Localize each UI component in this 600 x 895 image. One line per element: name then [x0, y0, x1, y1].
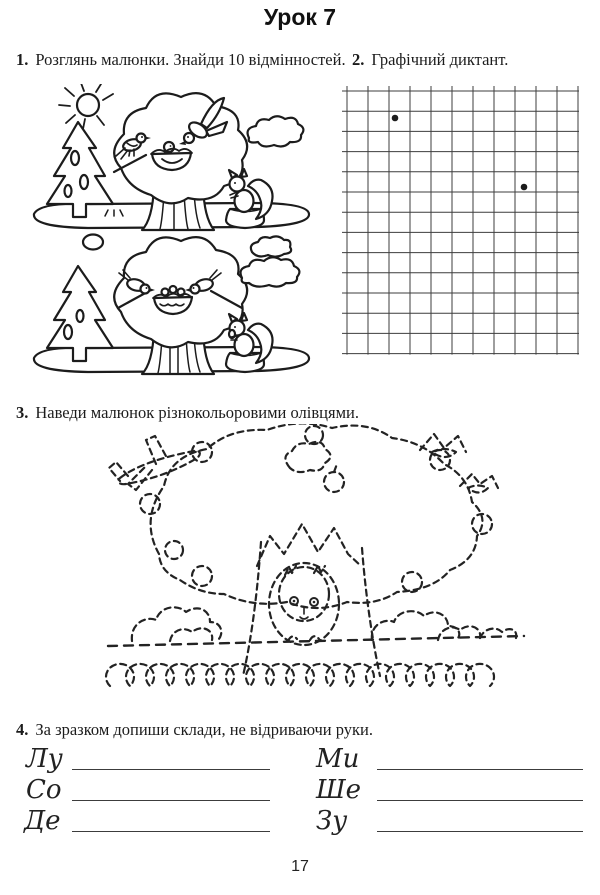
find-differences-picture-1 — [18, 84, 320, 232]
bush-left — [132, 607, 221, 641]
crown-curl — [165, 541, 183, 559]
writing-line-left-2 — [72, 800, 270, 801]
crown-curl — [140, 494, 160, 514]
hollow-spikes — [257, 524, 360, 566]
syllable-sample-left-2: Со — [26, 775, 62, 805]
writing-line-left-1 — [72, 769, 270, 770]
writing-line-right-1 — [377, 769, 583, 770]
task-4-number: 4. — [16, 720, 29, 739]
task-2-graphic-dictation — [352, 50, 508, 70]
task-4-writing — [16, 720, 373, 740]
fir-tree — [47, 122, 113, 217]
task-4-text: За зразком допиши склади, не відриваючи руки. — [35, 720, 373, 739]
syllable-sample-right-2: Ше — [316, 775, 362, 805]
cloud-upper — [251, 236, 291, 256]
writing-line-right-2 — [377, 800, 583, 801]
crown-curl — [192, 566, 212, 586]
writing-line-right-3 — [377, 831, 583, 832]
task-3-text: Наведи малюнок різнокольоровими олівцями. — [35, 403, 359, 422]
airplane — [109, 436, 200, 490]
task-1-find-differences — [16, 50, 346, 70]
syllable-sample-left-1: Лу — [26, 744, 63, 774]
writing-line-left-3 — [72, 831, 270, 832]
cloud-lower — [241, 257, 300, 286]
flying-birds — [420, 434, 498, 493]
body — [235, 334, 254, 356]
task-3-number: 3. — [16, 403, 29, 422]
sun-icon — [59, 84, 113, 129]
syllable-sample-right-1: Ми — [316, 744, 360, 774]
loop-wave-line — [106, 664, 494, 686]
leaf-apple-cluster — [285, 442, 344, 492]
find-differences-picture-2 — [18, 226, 320, 378]
task-1-text: Розглянь малюнки. Знайди 10 відмінностей. — [35, 50, 346, 69]
task-3-trace — [16, 403, 359, 423]
trunk-right-line — [362, 548, 380, 676]
task-2-number: 2. — [352, 50, 365, 69]
dictation-dot — [392, 115, 399, 122]
syllable-sample-right-3: Зу — [316, 806, 348, 836]
cloud — [248, 116, 304, 146]
body — [235, 190, 254, 212]
syllable-sample-left-3: Де — [24, 806, 61, 836]
plain-sun-icon — [83, 235, 103, 250]
fir-tree — [47, 266, 113, 361]
trace-picture — [52, 424, 544, 718]
page-number: 17 — [291, 858, 309, 875]
dictation-dot — [521, 184, 528, 191]
task-2-text: Графічний диктант. — [371, 50, 509, 69]
dictation-grid — [340, 84, 586, 362]
page-title: Урок 7 — [263, 4, 337, 30]
task-1-number: 1. — [16, 50, 29, 69]
